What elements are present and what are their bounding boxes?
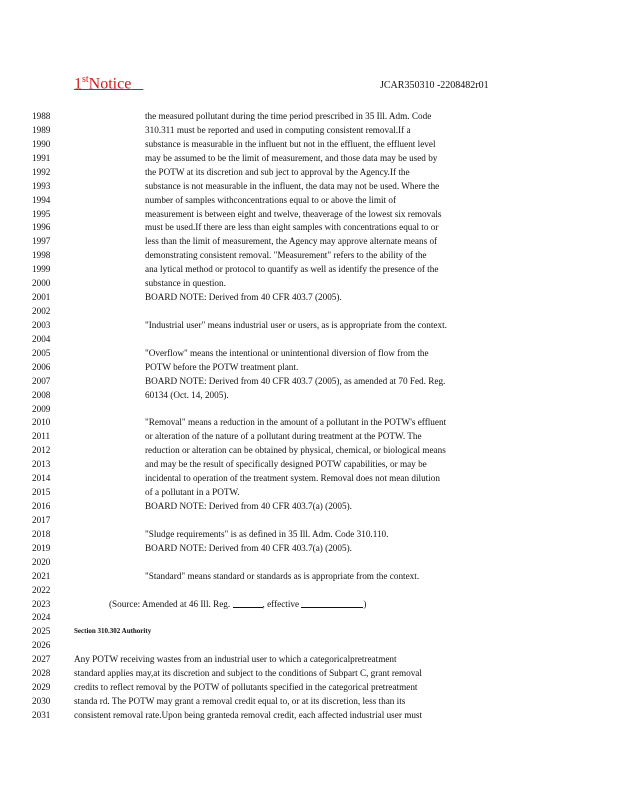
line-text: BOARD NOTE: Derived from 40 CFR 403.7 (2005). [145, 292, 342, 303]
line-text: ana lytical method or protocol to quantify as well as identify the presence of the [145, 264, 439, 275]
section-heading: Section 310.302 Authority [74, 627, 152, 636]
source-note-prefix: (Source: Amended at 46 Ill. Reg. [109, 598, 233, 609]
line-number: 2029 [32, 682, 51, 693]
document-line [0, 430, 618, 444]
line-number: 2011 [32, 431, 51, 442]
line-text: consistent removal rate.Upon being granteda removal credit, each affected industrial user must [74, 709, 423, 720]
document-line [0, 249, 618, 263]
document-line [0, 221, 618, 235]
line-text: of a pollutant in a POTW. [145, 487, 240, 498]
document-line [0, 375, 618, 389]
jcar-reference: JCAR350310 -2208482r01 [380, 80, 489, 91]
line-number: 2027 [32, 654, 51, 665]
line-text: number of samples withconcentrations equal to or above the limit of [145, 194, 397, 205]
document-line [0, 486, 618, 500]
document-line [0, 584, 618, 598]
line-number: 2021 [32, 570, 51, 581]
document-line [0, 180, 618, 194]
line-number: 2003 [32, 319, 51, 330]
line-number: 2013 [32, 459, 51, 470]
line-number: 2020 [32, 556, 51, 567]
line-text: demonstrating consistent removal. "Measurement" refers to the ability of the [145, 250, 427, 261]
line-number: 2026 [32, 640, 51, 651]
document-line [0, 653, 618, 667]
line-number: 1995 [32, 208, 51, 219]
document-line [0, 277, 618, 291]
line-number: 2019 [32, 542, 51, 553]
document-line [0, 166, 618, 180]
line-number: 2017 [32, 514, 51, 525]
document-line [0, 444, 618, 458]
line-text: "Standard" means standard or standards as is appropriate from the context. [145, 570, 420, 581]
document-line [0, 472, 618, 486]
document-line [0, 235, 618, 249]
document-line [0, 110, 618, 124]
line-text: 310.311 must be reported and used in computing consistent removal.If a [145, 124, 411, 135]
line-text: BOARD NOTE: Derived from 40 CFR 403.7 (2005), as amended at 70 Fed. Reg. [145, 375, 446, 386]
notice-superscript: st [82, 74, 89, 85]
line-number: 2028 [32, 668, 51, 679]
document-line [0, 291, 618, 305]
line-text: standa rd. The POTW may grant a removal credit equal to, or at its discretion, less than its [74, 696, 406, 707]
line-text: standard applies may,at its discretion and subject to the conditions of Subpart C, grant removal [74, 668, 422, 679]
line-text: 60134 (Oct. 14, 2005). [145, 389, 229, 400]
line-number: 2006 [32, 361, 51, 372]
document-line [0, 138, 618, 152]
line-text: substance is not measurable in the influent, the data may not be used. Where the [145, 180, 440, 191]
line-number: 2024 [32, 612, 51, 623]
document-line [0, 625, 618, 639]
document-line [0, 639, 618, 653]
line-number: 2000 [32, 278, 51, 289]
line-number: 2004 [32, 333, 51, 344]
line-number: 2018 [32, 528, 51, 539]
line-number: 1994 [32, 194, 51, 205]
line-number: 2008 [32, 389, 51, 400]
document-line [0, 695, 618, 709]
document-line [0, 263, 618, 277]
line-number: 1988 [32, 111, 51, 121]
line-number: 1997 [32, 236, 51, 247]
line-text: reduction or alteration can be obtained by physical, chemical, or biological means [145, 445, 446, 456]
source-note-effective: , effective [262, 598, 302, 609]
document-line [0, 514, 618, 528]
line-number: 2023 [32, 598, 51, 609]
line-number: 2005 [32, 347, 51, 358]
line-number: 1993 [32, 180, 51, 191]
document-line [0, 458, 618, 472]
line-text: "Removal" means a reduction in the amount of a pollutant in the POTW's effluent [145, 417, 447, 428]
document-line [0, 361, 618, 375]
notice-word: Notice [88, 75, 132, 93]
line-text: measurement is between eight and twelve, theaverage of the lowest six removals [145, 208, 442, 219]
line-number: 2007 [32, 375, 51, 386]
line-text: "Overflow" means the intentional or unintentional diversion of flow from the [145, 347, 429, 358]
line-number: 2002 [32, 306, 51, 317]
line-text: and may be the result of specifically designed POTW capabilities, or may be [145, 459, 427, 470]
document-line [0, 556, 618, 570]
document-line [0, 208, 618, 222]
line-text: "Sludge requirements" is as defined in 35 Ill. Adm. Code 310.110. [145, 528, 389, 539]
line-number: 2016 [32, 501, 51, 512]
document-line [0, 333, 618, 347]
line-text: POTW before the POTW treatment plant. [145, 361, 299, 372]
source-note [109, 598, 366, 612]
document-line [0, 709, 618, 723]
line-text: less than the limit of measurement, the Agency may approve alternate means of [145, 236, 438, 247]
line-number: 2012 [32, 445, 51, 456]
line-number: 1990 [32, 138, 51, 149]
line-text: substance in question. [145, 278, 226, 289]
document-line [0, 528, 618, 542]
document-line [0, 305, 618, 319]
document-line [0, 542, 618, 556]
document-line [0, 194, 618, 208]
document-line [0, 152, 618, 166]
line-number: 2022 [32, 584, 51, 595]
document-line [0, 403, 618, 417]
line-text: the measured pollutant during the time period prescribed in 35 Ill. Adm. Code [145, 111, 432, 121]
document-line [0, 416, 618, 430]
source-note-close: ) [363, 598, 367, 609]
line-number: 2014 [32, 473, 51, 484]
document-line [0, 667, 618, 681]
line-number: 1992 [32, 166, 51, 177]
blank-field [233, 598, 263, 608]
blank-field [301, 598, 363, 608]
line-text: BOARD NOTE: Derived from 40 CFR 403.7(a) (2005). [145, 501, 352, 512]
line-text: may be assumed to be the limit of measurement, and those data may be used by [145, 152, 438, 163]
line-number: 2030 [32, 696, 51, 707]
document-line [0, 570, 618, 584]
line-text: the POTW at its discretion and sub ject to approval by the Agency.If the [145, 166, 410, 177]
line-number: 1996 [32, 222, 51, 233]
line-text: or alteration of the nature of a pollutant during treatment at the POTW. The [145, 431, 422, 442]
document-line [0, 500, 618, 514]
document-line [0, 389, 618, 403]
document-line [0, 598, 618, 612]
line-text: substance is measurable in the influent but not in the effluent, the effluent level [145, 138, 436, 149]
line-text: Any POTW receiving wastes from an industrial user to which a categoricalpretreatment [74, 654, 397, 665]
line-number: 2009 [32, 403, 51, 414]
document-line [0, 124, 618, 138]
line-number: 2010 [32, 417, 51, 428]
document-line [0, 319, 618, 333]
line-number: 1991 [32, 152, 51, 163]
notice-label [74, 74, 143, 93]
line-text: must be used.If there are less than eight samples with concentrations equal to or [145, 222, 439, 233]
notice-number: 1 [74, 75, 82, 93]
line-number: 2015 [32, 487, 51, 498]
line-number: 1989 [32, 124, 51, 135]
document-line [0, 681, 618, 695]
line-text: incidental to operation of the treatment system. Removal does not mean dilution [145, 473, 440, 484]
line-text: credits to reflect removal by the POTW of pollutants specified in the categorical pretreatment [74, 682, 418, 693]
line-text: "Industrial user" means industrial user or users, as is appropriate from the context. [145, 319, 447, 330]
line-number: 2025 [32, 626, 51, 637]
line-number: 1999 [32, 264, 51, 275]
document-line [0, 611, 618, 625]
line-text: BOARD NOTE: Derived from 40 CFR 403.7(a) (2005). [145, 542, 352, 553]
line-number: 1998 [32, 250, 51, 261]
line-number: 2001 [32, 292, 51, 303]
document-line [0, 347, 618, 361]
line-number: 2031 [32, 709, 51, 720]
